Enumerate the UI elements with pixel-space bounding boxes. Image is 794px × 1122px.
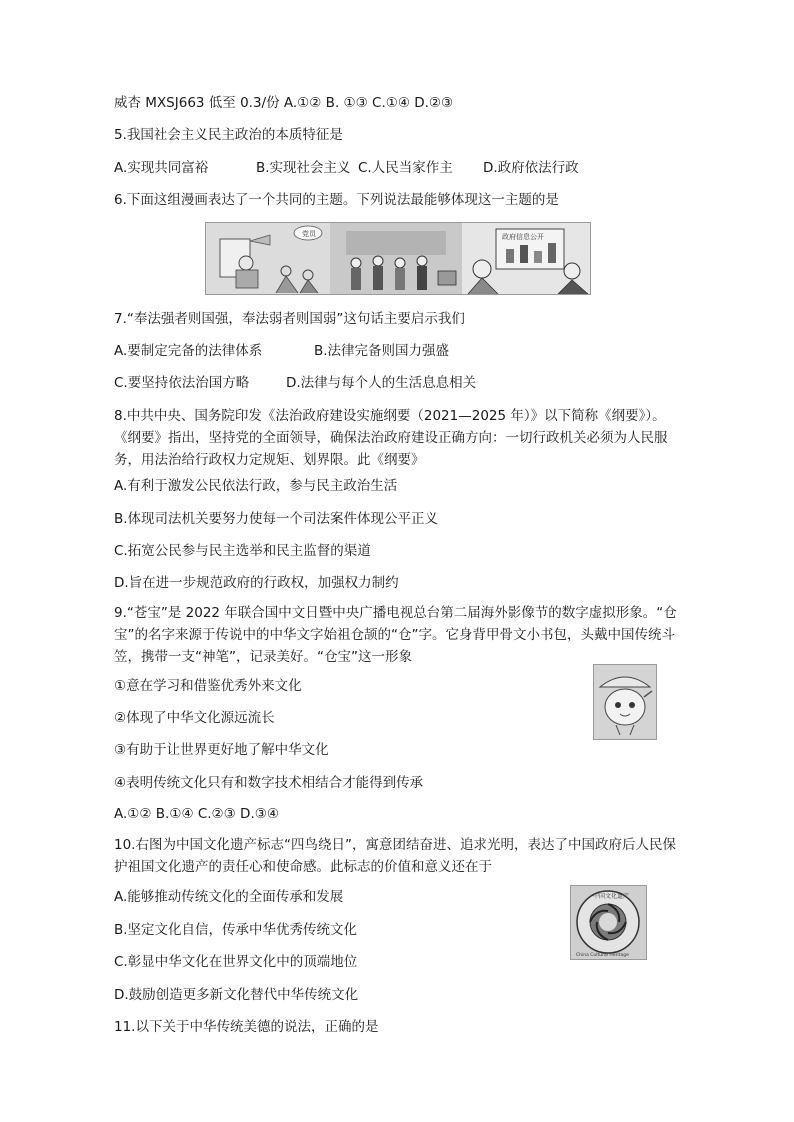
q7-option-a: A.要制定完备的法律体系 bbox=[114, 343, 263, 359]
q10-option-a: A.能够推动传统文化的全面传承和发展 bbox=[114, 889, 344, 905]
q7-option-c: C.要坚持依法治国方略 bbox=[114, 375, 250, 391]
q5-option-d: D.政府依法行政 bbox=[483, 160, 579, 176]
question-7-options-row1 bbox=[114, 342, 449, 360]
q8-option-a: A.有利于激发公民依法行政，参与民主政治生活 bbox=[114, 478, 398, 494]
q9-statement-1: ①意在学习和借鉴优秀外来文化 bbox=[114, 678, 302, 694]
question-8-stem: 8.中共中央、国务院印发《法治政府建设实施纲要（2021—2025 年）》以下简称《纲要》）。《纲要》指出，坚持党的全面领导，确保法治政府建设正确方向：一切行政机关必须为人民服务，用法治给行政权力定规矩、划界限。此《纲要》 bbox=[114, 408, 668, 468]
q5-option-a: A.实现共同富裕 bbox=[114, 160, 209, 176]
cartoon-strip-drawing bbox=[206, 223, 590, 294]
q7-option-d: D.法律与每个人的生活息息相关 bbox=[286, 375, 477, 391]
q5-option-b: B.实现社会主义 bbox=[256, 160, 351, 176]
question-10-stem: 10.右图为中国文化遗产标志“四鸟绕日”，寓意团结奋进、追求光明，表达了中国政府后人民保护祖国文化遗产的责任心和使命感。此标志的价值和意义还在于 bbox=[114, 837, 676, 875]
header-line: 威杏 MXSJ663 低至 0.3/份 A.①② B. ①③ C.①④ D.②③ bbox=[114, 95, 454, 111]
q9-answer-options: A.①② B.①④ C.②③ D.③④ bbox=[114, 806, 279, 822]
q5-option-c: C.人民当家作主 bbox=[358, 160, 453, 176]
cartoon-board-text: 政府信息公开 bbox=[502, 233, 544, 241]
cangbao-mascot-drawing bbox=[594, 665, 656, 739]
question-7-options-row2 bbox=[114, 374, 476, 392]
q7-option-b: B.法律完备则国力强盛 bbox=[314, 343, 450, 359]
question-5-options bbox=[114, 159, 579, 177]
q9-statement-2: ②体现了中华文化源远流长 bbox=[114, 710, 275, 726]
heritage-logo-drawing bbox=[571, 886, 646, 959]
q10-option-d: D.鼓励创造更多新文化替代中华传统文化 bbox=[114, 987, 359, 1003]
question-7-stem: 7.“奉法强者则国强，奉法弱者则国弱”这句话主要启示我们 bbox=[114, 311, 465, 327]
q8-option-b: B.体现司法机关要努力使每一个司法案件体现公平正义 bbox=[114, 511, 439, 527]
question-11-stem: 11.以下关于中华传统美德的说法，正确的是 bbox=[114, 1019, 379, 1035]
q10-option-c: C.彰显中华文化在世界文化中的顶端地位 bbox=[114, 954, 358, 970]
q8-option-c: C.拓宽公民参与民主选举和民主监督的渠道 bbox=[114, 543, 371, 559]
q9-statement-3: ③有助于让世界更好地了解中华文化 bbox=[114, 742, 329, 758]
cangbao-mascot-image bbox=[593, 664, 657, 740]
question-6-stem-real: 6.下面这组漫画表达了一个共同的主题。下列说法最能够体现这一主题的是 bbox=[114, 192, 559, 208]
q8-option-d: D.旨在进一步规范政府的行政权，加强权力制约 bbox=[114, 575, 399, 591]
cartoon-sign-text: 党员 bbox=[302, 230, 316, 238]
heritage-logo-ring-text: China Cultural Heritage bbox=[576, 953, 629, 958]
heritage-logo-image bbox=[570, 885, 647, 960]
q10-option-b: B.坚定文化自信，传承中华优秀传统文化 bbox=[114, 922, 358, 938]
cartoon-strip-image bbox=[205, 222, 591, 295]
question-9-stem: 9.“苍宝”是 2022 年联合国中文日暨中央广播电视总台第二届海外影像节的数字虚拟形象。“仓宝”的名字来源于传说中的中华文字始祖仓颉的“仓”字。它身背甲骨文小书包，头戴中国传统斗笠，携带一支“神笔”，记录美好。“仓宝”这一形象 bbox=[114, 605, 677, 665]
heritage-logo-top-text: 中国文化遗产 bbox=[593, 893, 630, 900]
question-5-stem: 5.我国社会主义民主政治的本质特征是 bbox=[114, 127, 343, 143]
q9-statement-4: ④表明传统文化只有和数字技术相结合才能得到传承 bbox=[114, 775, 424, 791]
